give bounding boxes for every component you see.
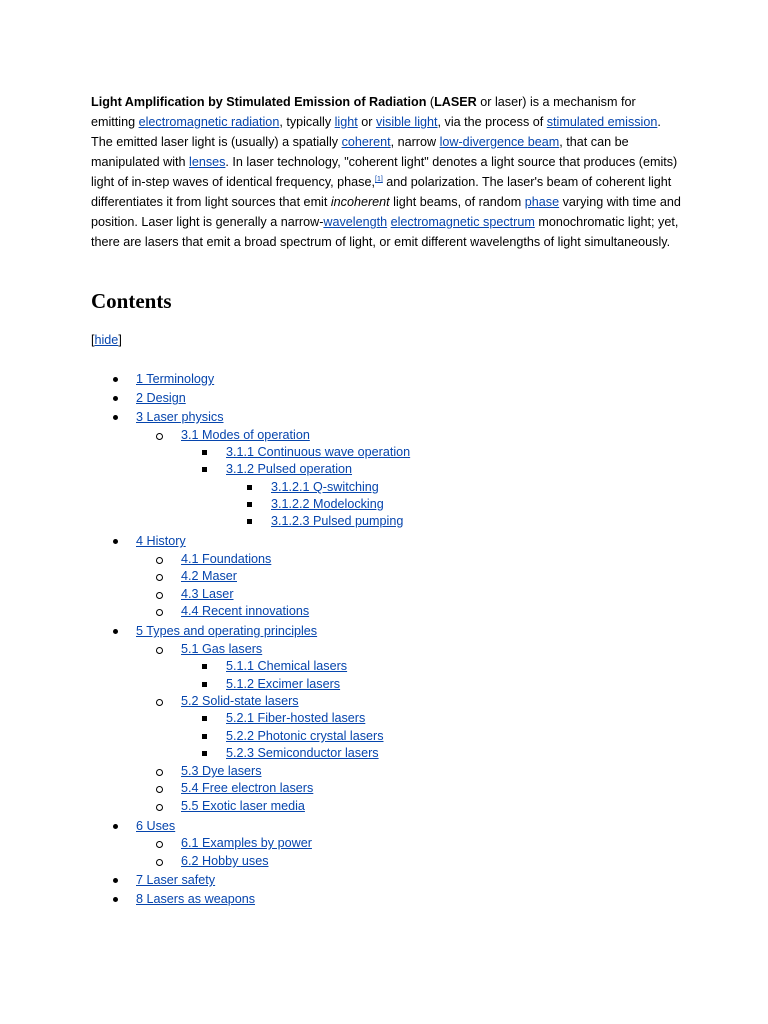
- link-lenses[interactable]: lenses: [189, 155, 226, 169]
- filled-square-bullet-icon: [202, 682, 207, 687]
- filled-square-bullet-icon: [202, 734, 207, 739]
- toc-link[interactable]: 4.4 Recent innovations: [181, 604, 310, 618]
- hollow-circle-bullet-icon: [156, 647, 163, 654]
- hollow-circle-bullet-icon: [156, 841, 163, 848]
- filled-disc-bullet-icon: [113, 415, 118, 420]
- toc-link[interactable]: 4.1 Foundations: [181, 552, 272, 566]
- hollow-circle-bullet-icon: [156, 786, 163, 793]
- hollow-circle-bullet-icon: [156, 804, 163, 811]
- toc-link[interactable]: 3.1.2.3 Pulsed pumping: [271, 514, 404, 528]
- toc-link[interactable]: 3.1.2.1 Q-switching: [271, 480, 379, 494]
- hollow-circle-bullet-icon: [156, 574, 163, 581]
- reference-link-1[interactable]: [1]: [375, 175, 383, 183]
- toc-link[interactable]: 5.4 Free electron lasers: [181, 781, 314, 795]
- hollow-circle-bullet-icon: [156, 433, 163, 440]
- text-run: and polarization. The laser's beam of coherent light differentiates it from light sources that emit: [91, 175, 672, 209]
- link-stimulated-emission[interactable]: stimulated emission: [546, 115, 658, 129]
- toc-link[interactable]: 3.1.2.2 Modelocking: [271, 497, 384, 511]
- toc-link[interactable]: 4.3 Laser: [181, 587, 234, 601]
- toc-link[interactable]: 5 Types and operating principles: [136, 624, 318, 638]
- filled-disc-bullet-icon: [113, 377, 118, 382]
- toc-link[interactable]: 7 Laser safety: [136, 873, 216, 887]
- filled-disc-bullet-icon: [113, 824, 118, 829]
- toc-link[interactable]: 3.1.2 Pulsed operation: [226, 462, 353, 476]
- toc-link[interactable]: 5.2.1 Fiber-hosted lasers: [226, 711, 366, 725]
- hollow-circle-bullet-icon: [156, 609, 163, 616]
- hollow-circle-bullet-icon: [156, 699, 163, 706]
- filled-square-bullet-icon: [202, 751, 207, 756]
- contents-heading: Contents: [91, 289, 172, 313]
- text-run: , via the process of: [437, 115, 547, 129]
- toc-link[interactable]: 5.3 Dye lasers: [181, 764, 262, 778]
- link-light[interactable]: light: [334, 115, 358, 129]
- text-run: varying with time and position. Laser light is generally a narrow-: [91, 195, 681, 229]
- link-phase[interactable]: phase: [524, 195, 560, 209]
- toc-link[interactable]: 3.1.1 Continuous wave operation: [226, 445, 411, 459]
- toc-link[interactable]: 5.2.2 Photonic crystal lasers: [226, 729, 384, 743]
- toc-link[interactable]: 8 Lasers as weapons: [136, 892, 256, 906]
- text-run: , that can be manipulated with: [91, 135, 629, 169]
- toc-link[interactable]: 5.2.3 Semiconductor lasers: [226, 746, 379, 760]
- text-run: . The emitted laser light is (usually) a spatially: [91, 115, 661, 149]
- hollow-circle-bullet-icon: [156, 557, 163, 564]
- hollow-circle-bullet-icon: [156, 769, 163, 776]
- toc-link[interactable]: 6 Uses: [136, 819, 176, 833]
- filled-square-bullet-icon: [202, 716, 207, 721]
- text-run: light beams, of random: [389, 195, 525, 209]
- bracket-close: ]: [118, 333, 122, 347]
- link-visible-light[interactable]: visible light: [375, 115, 438, 129]
- filled-disc-bullet-icon: [113, 897, 118, 902]
- link-wavelength[interactable]: wavelength: [323, 215, 388, 229]
- link-low-divergence-beam[interactable]: low-divergence beam: [439, 135, 560, 149]
- toc-link[interactable]: 5.5 Exotic laser media: [181, 799, 305, 813]
- filled-square-bullet-icon: [247, 502, 252, 507]
- toc-link[interactable]: 2 Design: [136, 391, 186, 405]
- toc-link[interactable]: 4 History: [136, 534, 186, 548]
- filled-square-bullet-icon: [247, 485, 252, 490]
- toc-link[interactable]: 6.2 Hobby uses: [181, 854, 269, 868]
- link-electromagnetic-radiation[interactable]: electromagnetic radiation: [138, 115, 280, 129]
- text-run: (: [426, 95, 435, 109]
- filled-square-bullet-icon: [202, 664, 207, 669]
- link-coherent[interactable]: coherent: [341, 135, 391, 149]
- toc-link[interactable]: 6.1 Examples by power: [181, 836, 312, 850]
- bold-term-full: Light Amplification by Stimulated Emission of Radiation: [91, 95, 427, 109]
- filled-disc-bullet-icon: [113, 396, 118, 401]
- filled-disc-bullet-icon: [113, 539, 118, 544]
- toc-link[interactable]: 5.1.2 Excimer lasers: [226, 677, 341, 691]
- text-run: monochromatic light; yet, there are lasers that emit a broad spectrum of light, or emit different wavelengths of light simultaneously.: [91, 215, 679, 249]
- toc-link[interactable]: 4.2 Maser: [181, 569, 237, 583]
- hollow-circle-bullet-icon: [156, 859, 163, 866]
- filled-square-bullet-icon: [247, 519, 252, 524]
- text-run: or: [357, 115, 376, 129]
- hide-toc-link[interactable]: hide: [94, 333, 119, 347]
- filled-square-bullet-icon: [202, 467, 207, 472]
- hollow-circle-bullet-icon: [156, 592, 163, 599]
- text-run: . In laser technology, "coherent light" denotes a light source that produces (emits) light of in-step waves of identical frequency, phase,: [91, 155, 678, 189]
- text-run: or laser) is a mechanism for emitting: [91, 95, 636, 129]
- toc-link[interactable]: 5.1 Gas lasers: [181, 642, 263, 656]
- link-electromagnetic-spectrum[interactable]: electromagnetic spectrum: [390, 215, 535, 229]
- toc-link[interactable]: 3 Laser physics: [136, 410, 224, 424]
- italic-term: incoherent: [330, 195, 390, 209]
- toc-link[interactable]: 5.2 Solid-state lasers: [181, 694, 299, 708]
- toc-link[interactable]: 5.1.1 Chemical lasers: [226, 659, 348, 673]
- bracket-open: [: [91, 333, 95, 347]
- filled-disc-bullet-icon: [113, 629, 118, 634]
- filled-disc-bullet-icon: [113, 878, 118, 883]
- bold-term-laser: LASER: [434, 95, 477, 109]
- text-run: , narrow: [390, 135, 440, 149]
- toc-link[interactable]: 1 Terminology: [136, 372, 215, 386]
- toc-link[interactable]: 3.1 Modes of operation: [181, 428, 310, 442]
- text-run: , typically: [279, 115, 335, 129]
- filled-square-bullet-icon: [202, 450, 207, 455]
